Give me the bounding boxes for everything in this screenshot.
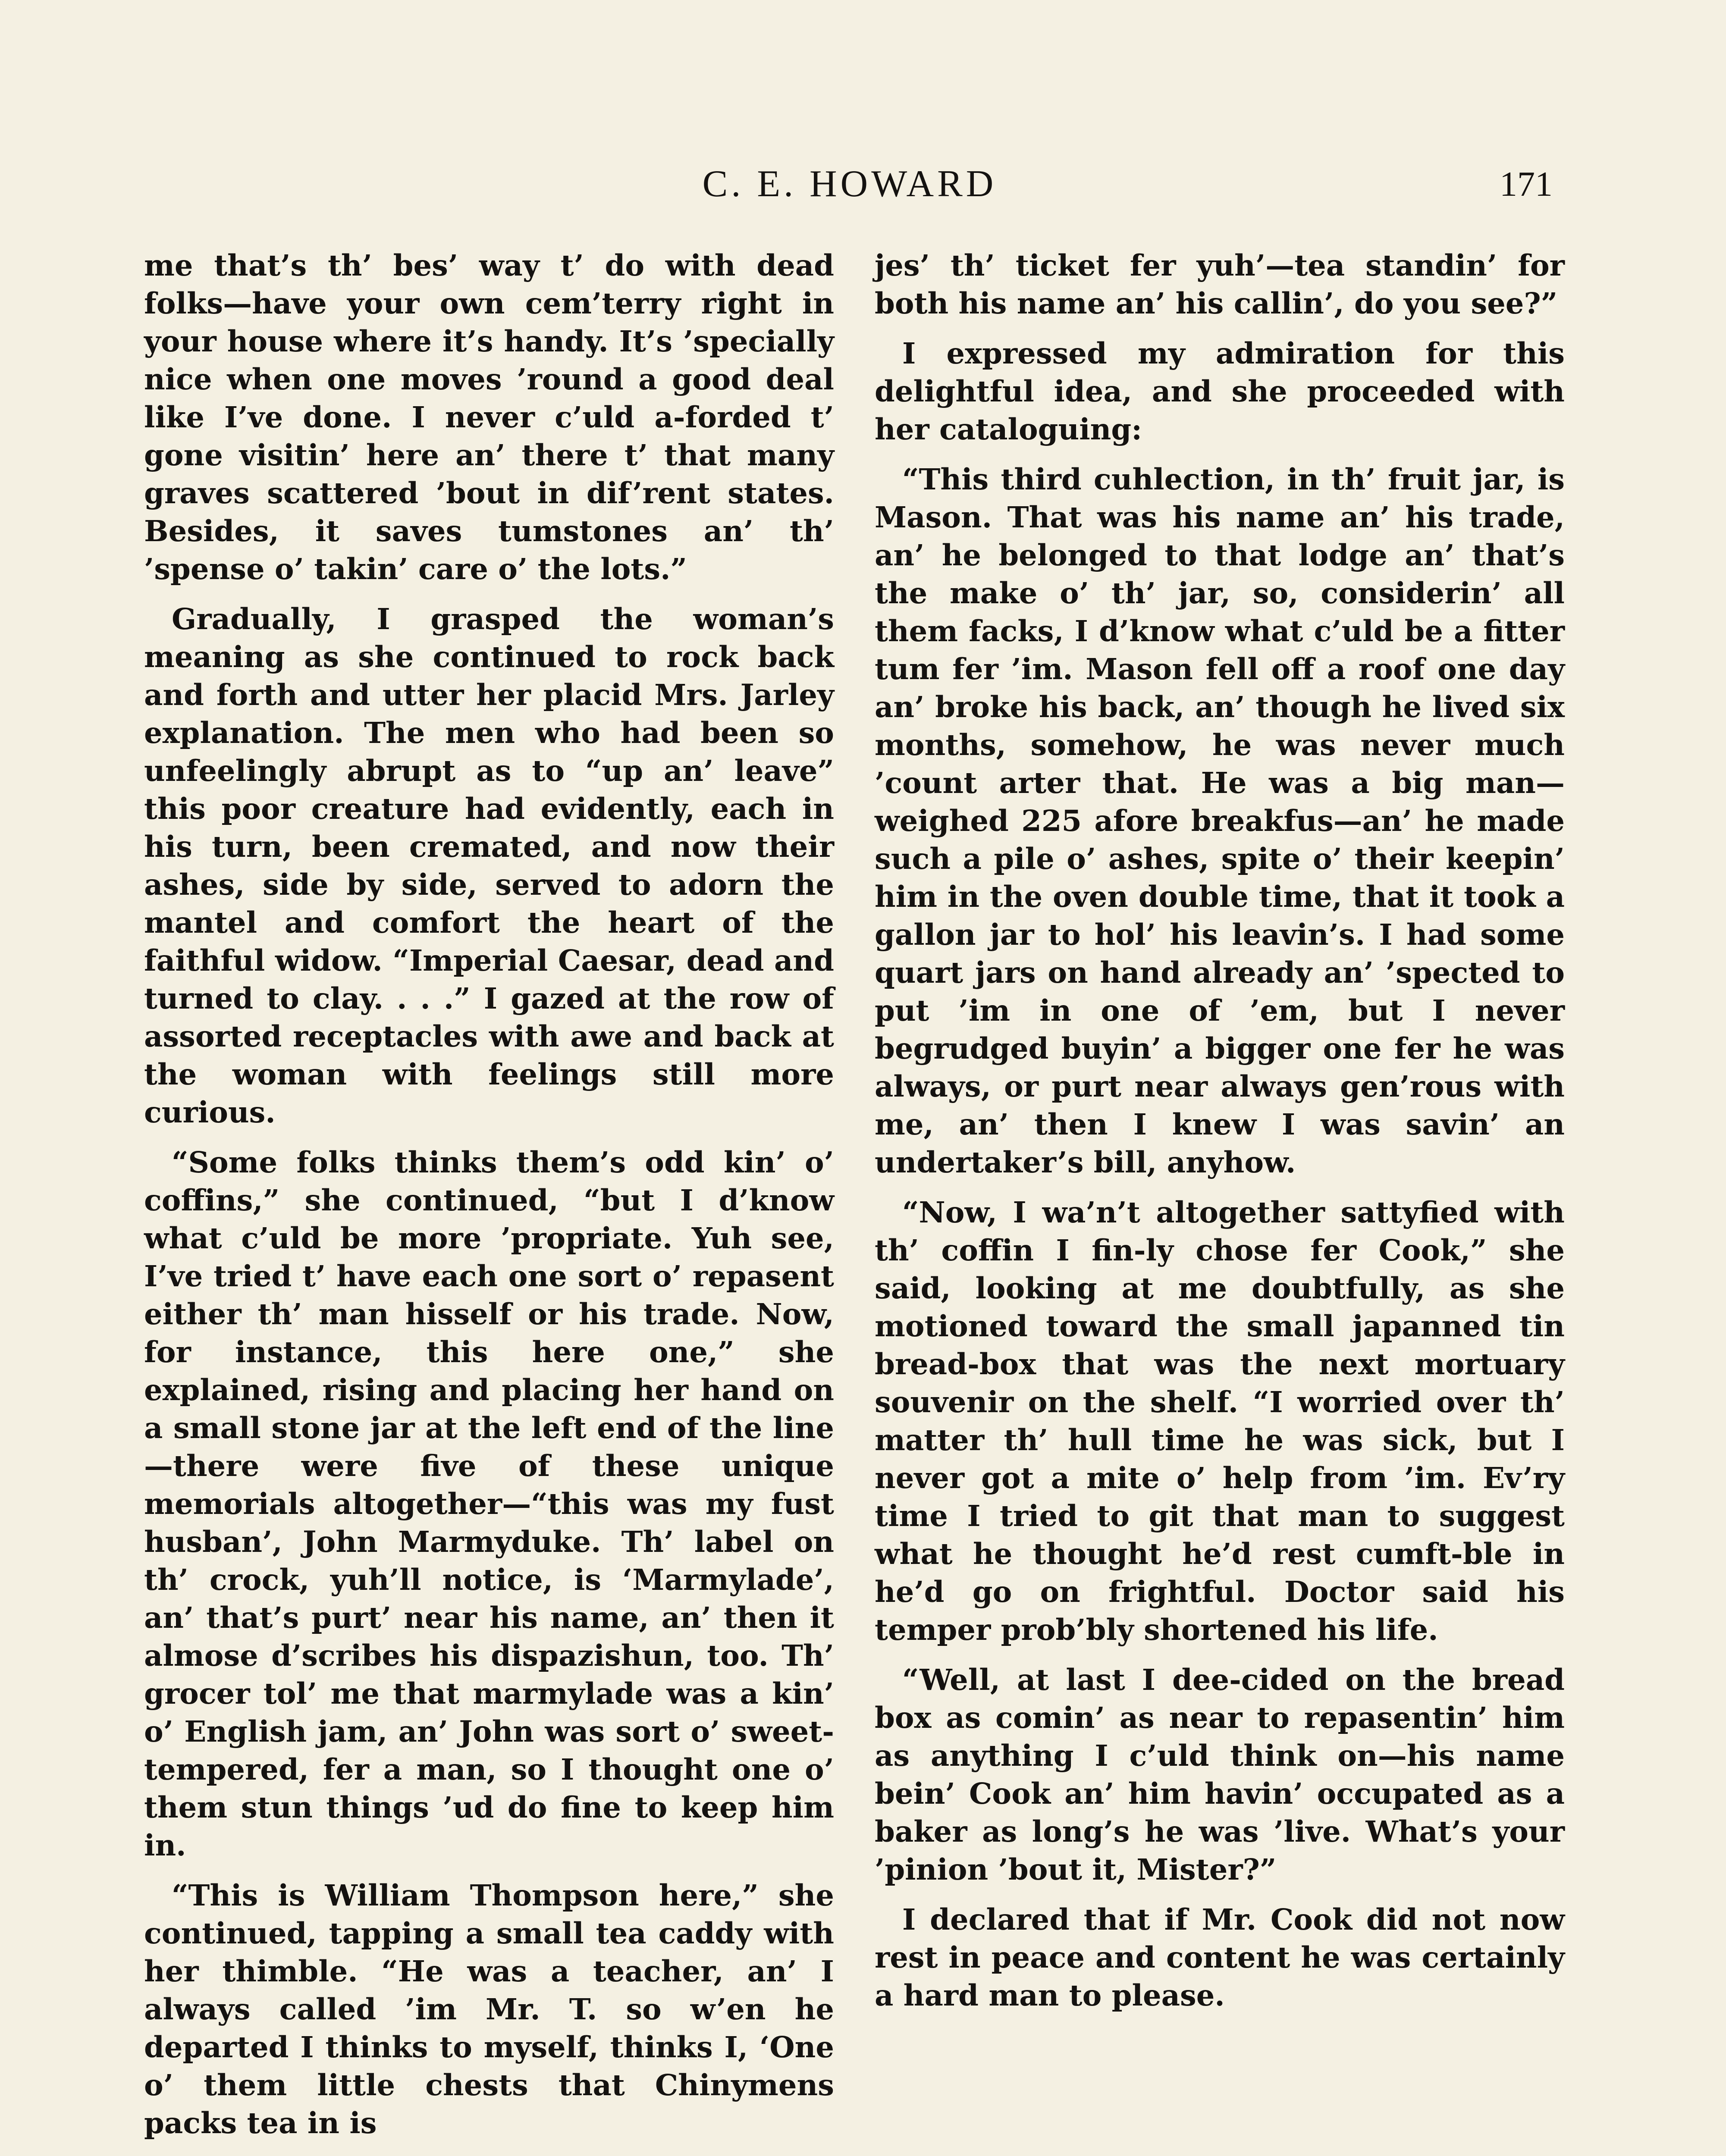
paragraph: “This is William Thompson here,” she continued, tapping a small tea caddy with her thimble. “He was a teacher, an’ I always called ’im Mr. T. so w’en he departed I thinks to myself, thinks I, ‘One o’ them little chests that Chinymens packs tea in is [144, 1878, 834, 2140]
right-column [875, 247, 1565, 2027]
paragraph: “Some folks thinks them’s odd kin’ o’ coffins,” she continued, “but I d’know what c’uld be more ’propriate. Yuh see, I’ve tried t’ have each one sort o’ repasent either th’ man hisself or his trade. Now, for instance, this here one,” she explained, rising and placing her hand on a small stone jar at the left end of the line —there were five of these unique memorials altogether—“this was my fust husban’, John Marmyduke. Th’ label on th’ crock, yuh’ll notice, is ‘Marmylade’, an’ that’s purt’ near his name, an’ then it almose d’scribes his dispazishun, too. Th’ grocer tol’ me that marmylade was a kin’ o’ English jam, an’ John was sort o’ sweet-tempered, fer a man, so I thought one o’ them stun things ’ud do fine to keep him in. [144, 1145, 834, 1862]
page-number: 171 [1500, 164, 1553, 204]
paragraph: me that’s th’ bes’ way t’ do with dead folks—have your own cem’terry right in your house where it’s handy. It’s ’specially nice when one moves ’round a good deal like I’ve done. I never c’uld a-forded t’ gone visitin’ here an’ there t’ that many graves scattered ’bout in dif’rent states. Besides, it saves tumstones an’ th’ ’spense o’ takin’ care o’ the lots.” [144, 248, 834, 586]
running-title: C. E. HOWARD [702, 163, 997, 205]
paragraph: “Well, at last I dee-cided on the bread box as comin’ as near to repasentin’ him as anything I c’uld think on—his name bein’ Cook an’ him havin’ occupated as a baker as long’s he was ’live. What’s your ’pinion ’bout it, Mister?” [875, 1663, 1565, 1887]
paragraph: jes’ th’ ticket fer yuh’—tea standin’ for both his name an’ his callin’, do you see?” [875, 248, 1565, 320]
paragraph: “Now, I wa’n’t altogether sattyfied with th’ coffin I fin-ly chose fer Cook,” she said, looking at me doubtfully, as she motioned toward the small japanned tin bread-box that was the next mortuary souvenir on the shelf. “I worried over th’ matter th’ hull time he was sick, but I never got a mite o’ help from ’im. Ev’ry time I tried to git that man to suggest what he thought he’d rest cumft-ble in he’d go on frightful. Doctor said his temper prob’bly shortened his life. [875, 1195, 1565, 1647]
paragraph: I declared that if Mr. Cook did not now rest in peace and content he was certainly a hard man to please. [875, 1902, 1565, 2012]
page-header [147, 160, 1553, 216]
paragraph: “This third cuhlection, in th’ fruit jar, is Mason. That was his name an’ his trade, an’ he belonged to that lodge an’ that’s the make o’ th’ jar, so, considerin’ all them facks, I d’know what c’uld be a fitter tum fer ’im. Mason fell off a roof one day an’ broke his back, an’ though he lived six months, somehow, he was never much ’count arter that. He was a big man—weighed 225 afore breakfus—an’ he made such a pile o’ ashes, spite o’ their keepin’ him in the oven double time, that it took a gallon jar to hol’ his leavin’s. I had some quart jars on hand already an’ ’spected to put ’im in one of ’em, but I never begrudged buyin’ a bigger one fer he was always, or purt near always gen’rous with me, an’ then I knew I was savin’ an undertaker’s bill, anyhow. [875, 462, 1565, 1179]
paragraph: I expressed my admiration for this delightful idea, and she proceeded with her cataloguing: [875, 336, 1565, 446]
paragraph: Gradually, I grasped the woman’s meaning as she continued to rock back and forth and utter her placid Mrs. Jarley explanation. The men who had been so unfeelingly abrupt as to “up an’ leave” this poor creature had evidently, each in his turn, been cremated, and now their ashes, side by side, served to adorn the mantel and comfort the heart of the faithful widow. “Imperial Caesar, dead and turned to clay. . . .” I gazed at the row of assorted receptacles with awe and back at the woman with feelings still more curious. [144, 602, 834, 1129]
left-column [144, 247, 834, 2154]
